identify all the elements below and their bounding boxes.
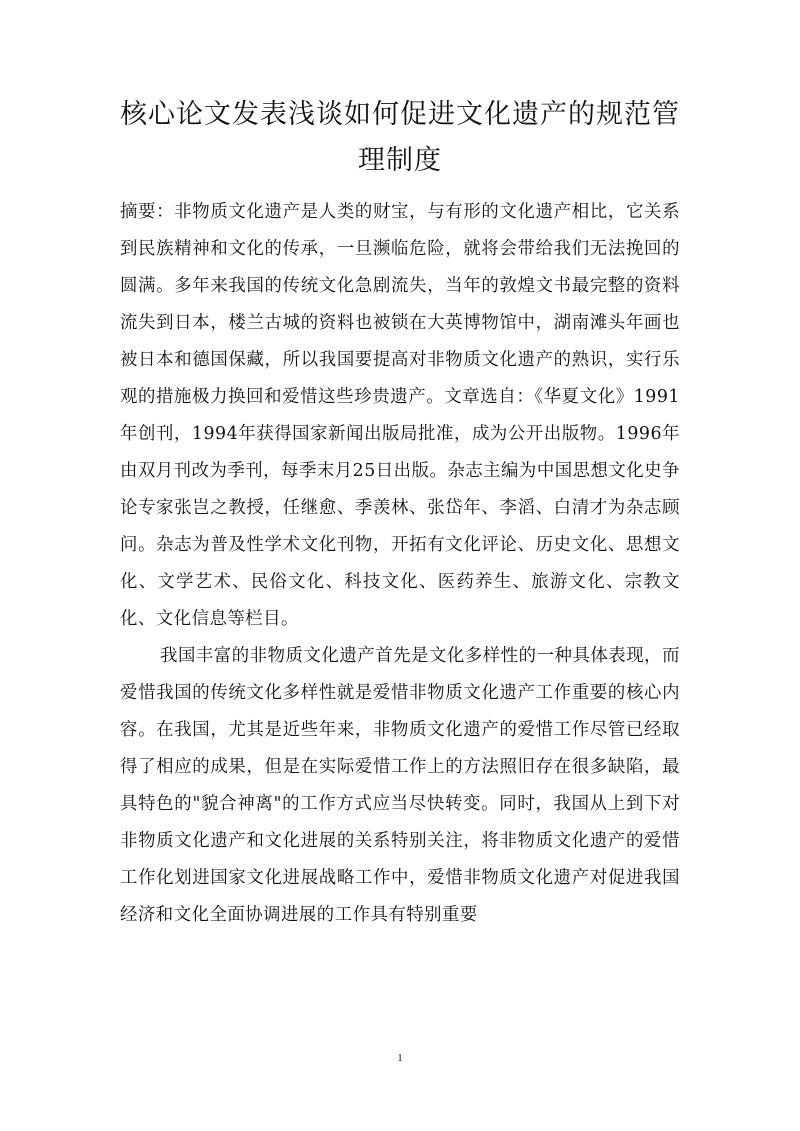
page-number: 1	[397, 1052, 403, 1064]
abstract-paragraph: 摘要：非物质文化遗产是人类的财宝，与有形的文化遗产相比，它关系到民族精神和文化的传承，一旦濒临危险，就将会带给我们无法挽回的圆满。多年来我国的传统文化急剧流失，当年的敦煌文书最完整的资料流失到日本，楼兰古城的资料也被锁在大英博物馆中，湖南滩头年画也被日本和德国保藏，所以我国要提高对非物质文化遗产的熟识，实行乐观的措施极力换回和爱惜这些珍贵遗产。文章选自：《华夏文化》1991年创刊，1994年获得国家新闻出版局批准，成为公开出版物。1996年由双月刊改为季刊，每季末月25日出版。杂志主编为中国思想文化史争论专家张岂之教授，任继愈、季羡林、张岱年、李滔、白清才为杂志顾问。杂志为普及性学术文化刊物，开拓有文化评论、历史文化、思想文化、文学艺术、民俗文化、科技文化、医药养生、旅游文化、宗教文化、文化信息等栏目。	[120, 202, 680, 629]
document-title: 核心论文发表浅谈如何促进文化遗产的规范管理制度	[120, 99, 680, 176]
body-paragraph: 我国丰富的非物质文化遗产首先是文化多样性的一种具体表现，而爱惜我国的传统文化多样性就是爱惜非物质文化遗产工作重要的核心内容。在我国，尤其是近些年来，非物质文化遗产的爱惜工作尽管已经取得了相应的成果，但是在实际爱惜工作上的方法照旧存在很多缺陷，最具特色的"貌合神离"的工作方式应当尽快转变。同时，我国从上到下对非物质文化遗产和文化进展的关系特别关注，将非物质文化遗产的爱惜工作化划进国家文化进展战略工作中，爱惜非物质文化遗产对促进我国经济和文化全面协调进展的工作具有特别重要	[120, 646, 680, 925]
document-body	[120, 194, 680, 934]
